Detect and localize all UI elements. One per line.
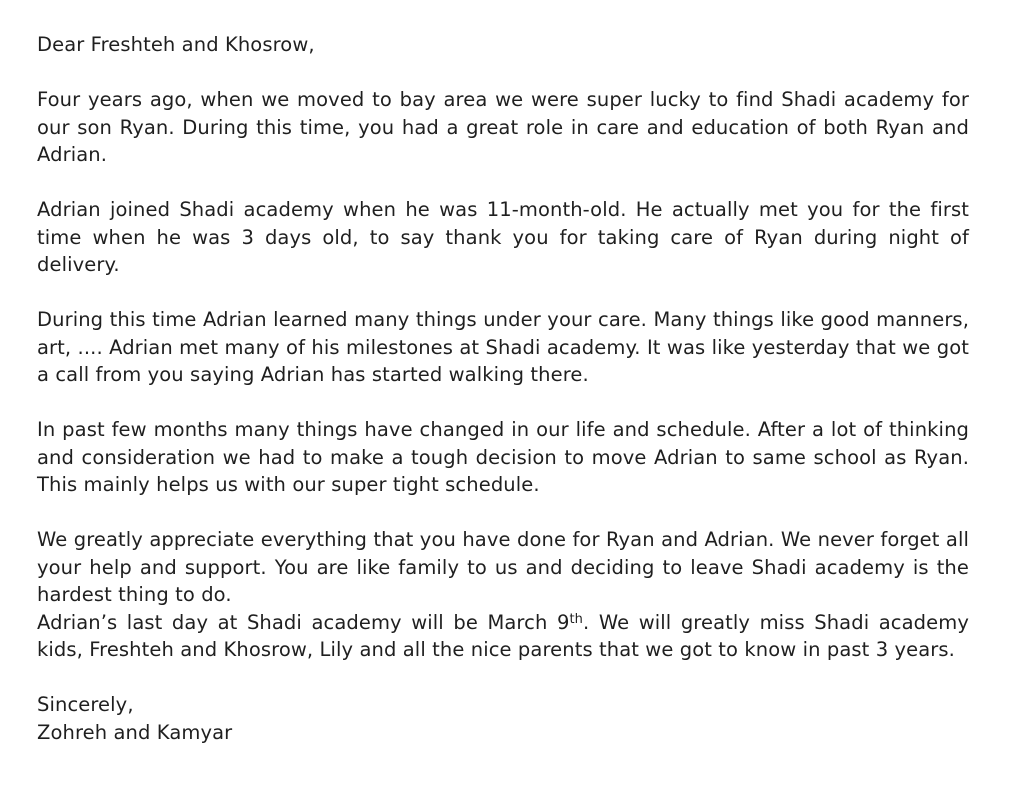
letter-body [37,31,969,746]
paragraph-4: In past few months many things have changed in our life and schedule. After a lot of thinking and consideration we had to make a tough decision to move Adrian to same school as Ryan. This mainly helps us with our super tight schedule. [37,418,969,496]
signature-names: Zohreh and Kamyar [37,720,233,744]
paragraph-2: Adrian joined Shadi academy when he was 11-month-old. He actually met you for the first time when he was 3 days old, to say thank you for taking care of Ryan during night of delivery. [37,198,969,276]
paragraph-5: We greatly appreciate everything that you have done for Ryan and Adrian. We never forget all your help and support. You are like family to us and deciding to leave Shadi academy is the hardest thing to do. [37,528,969,606]
ordinal-suffix: th [569,611,583,627]
paragraph-6-text-b: . We will greatly miss Shadi academy kids, Freshteh and Khosrow, Lily and all the nice parents that we got to know in past 3 years. [37,610,969,661]
paragraph-6-text-a: Adrian’s last day at Shadi academy will be March 9 [37,610,570,634]
salutation: Dear Freshteh and Khosrow, [37,33,315,56]
paragraph-3: During this time Adrian learned many things under your care. Many things like good manners, art, .... Adrian met many of his milestones at Shadi academy. It was like yesterday that we got a call from you saying Adrian has started walking there. [37,308,969,386]
paragraph-6 [37,609,969,664]
closing: Sincerely, [37,693,134,716]
paragraph-1: Four years ago, when we moved to bay area we were super lucky to find Shadi academy for our son Ryan. During this time, you had a great role in care and education of both Ryan and Adrian. [37,88,969,166]
